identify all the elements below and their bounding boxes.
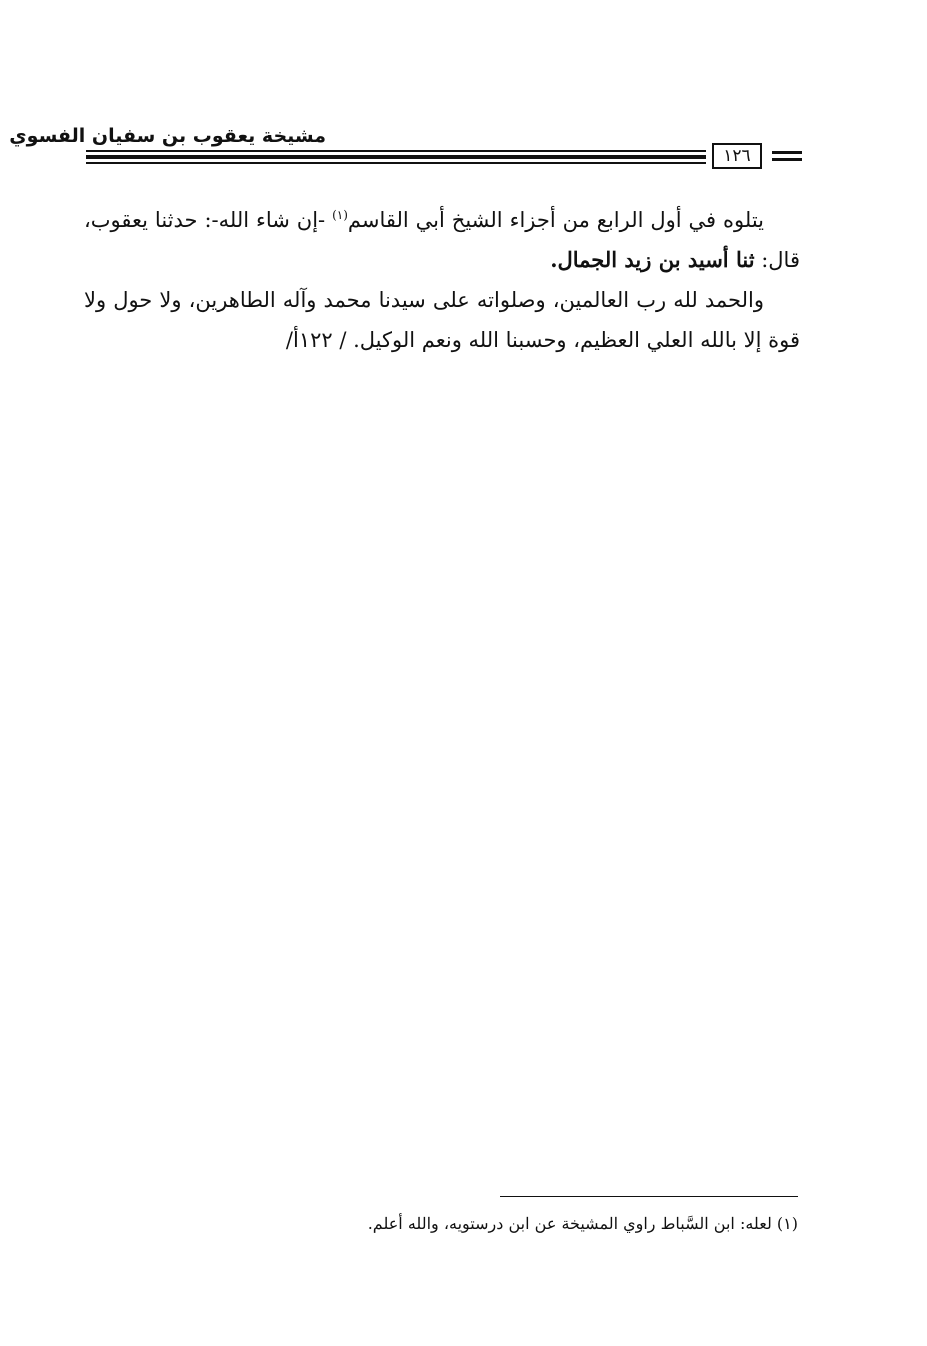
bold-text: ثنا أسيد بن زيد الجمال. (550, 247, 755, 272)
paragraph-text: يتلوه في أول الرابع من أجزاء الشيخ أبي القاسم (347, 208, 764, 232)
header-rule (86, 162, 706, 164)
footnote-separator (500, 1196, 798, 1197)
header-rule (86, 150, 706, 152)
book-title: مشيخة يعقوب بن سفيان الفسوي (9, 125, 326, 147)
paragraph (84, 280, 800, 360)
main-text (84, 200, 800, 360)
footnote: (١) لعله: ابن السَّباط راوي المشيخة عن ابن درستويه، والله أعلم. (367, 1214, 798, 1233)
header-ornament-bar (772, 151, 802, 154)
paragraph-text: والحمد لله رب العالمين، وصلواته على سيدنا محمد وآله الطاهرين، ولا حول ولا قوة إلا بالله العلي العظيم، وحسبنا الله ونعم الوكيل. / ١٢٢أ/ (84, 288, 800, 352)
footnote-reference: (١) (332, 208, 348, 222)
paragraph (84, 200, 800, 280)
paragraph-text: -إن شاء الله-: حدثنا يعقوب، قال: (84, 208, 800, 272)
page-number: ١٢٦ (712, 143, 762, 169)
header-ornament-bar (772, 158, 802, 161)
header-rule-thick (86, 155, 706, 159)
